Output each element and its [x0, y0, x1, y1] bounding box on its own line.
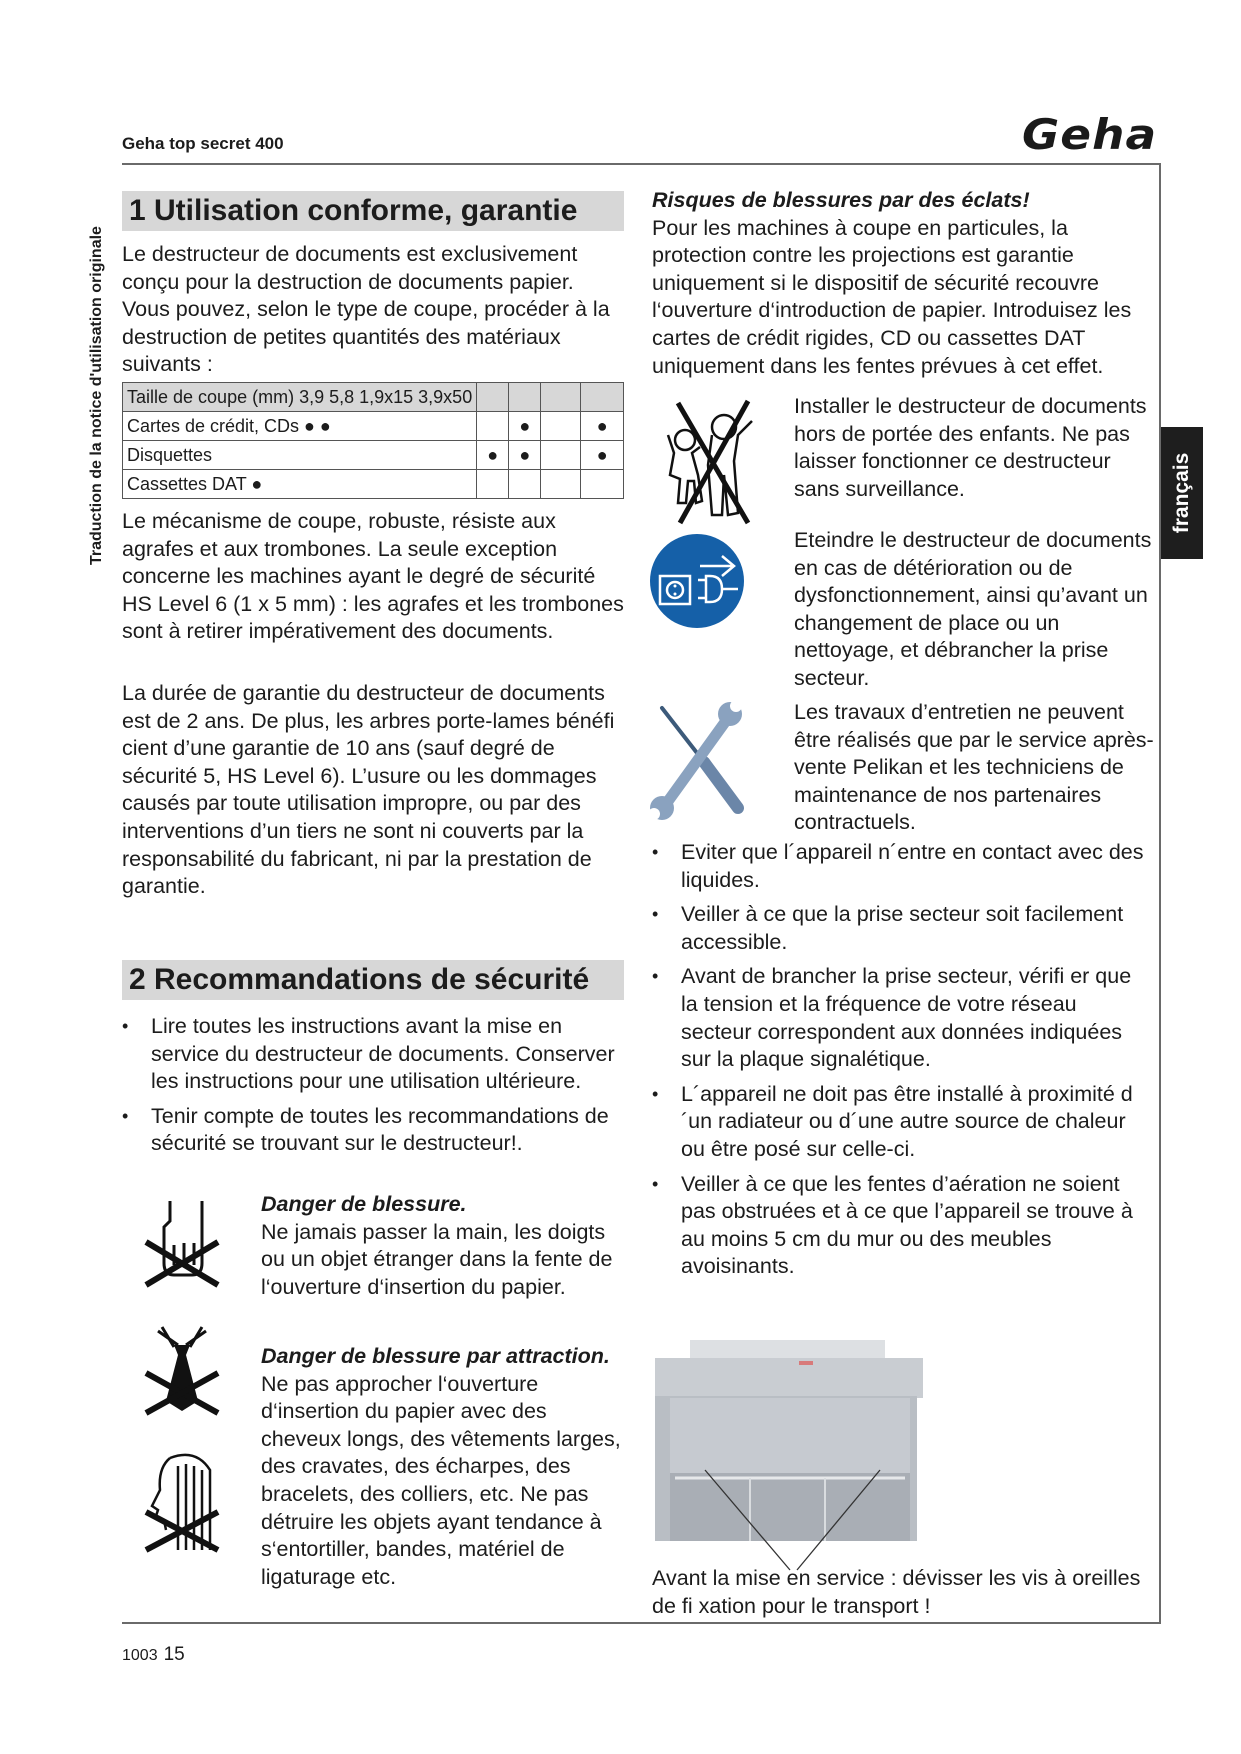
table-row	[123, 470, 624, 499]
tools-icon	[648, 700, 748, 820]
table-cell	[541, 441, 581, 470]
list-item: • L´appareil ne doit pas être installé à proximité d´un radiateur ou d´une autre source de chaleur ou être posé sur celle-ci.	[652, 1081, 1152, 1164]
page-number: 15	[163, 1644, 185, 1665]
table-cell	[477, 470, 509, 499]
table-cell: ●	[581, 412, 624, 441]
section-1-heading: 1 Utilisation conforme, garantie	[122, 191, 624, 231]
document-title: Geha top secret 400	[122, 134, 284, 153]
table-cell: ●	[581, 441, 624, 470]
warning-injury	[261, 1191, 631, 1301]
notice-maintenance: Les travaux d’entretien ne peuvent être réalisés que par le service après-vente Pelikan et les techniciens de maintenance de nos partenaires contractuels.	[794, 700, 1154, 835]
table-row	[123, 441, 624, 470]
list-item: • Tenir compte de toutes les recommandations de sécurité se trouvant sur le destructeur!.	[122, 1103, 627, 1158]
right-bullets	[652, 839, 1152, 1288]
risk-text: Pour les machines à coupe en particules, la protection contre les projections est garantie uniquement si le dispositif de sécurité recouvre l‘ouverture d‘introduction de papier. Introduisez les cartes de crédit rigides, CD ou cassettes DAT uniquement dans les fentes prévues à cet effet.	[652, 215, 1132, 378]
table-cell	[541, 470, 581, 499]
no-tie-icon	[140, 1325, 224, 1417]
list-item: • Veiller à ce que les fentes d’aération ne soient pas obstruées et à ce que l’appareil se trouve à au moins 5 cm du mur ou des meubles avoisinants.	[652, 1171, 1152, 1281]
warning-title: Danger de blessure.	[261, 1192, 467, 1216]
footer-rule	[122, 1622, 1161, 1624]
table-header-row	[123, 383, 624, 412]
table-cell	[477, 412, 509, 441]
table-cell	[581, 470, 624, 499]
document-code: 1003	[122, 1647, 158, 1664]
no-hands-icon	[140, 1197, 224, 1289]
right-border-rule	[1159, 163, 1161, 1624]
table-header-cell	[477, 383, 509, 412]
table-header-cell	[509, 383, 541, 412]
table-cell	[541, 412, 581, 441]
language-tab-label: français	[1170, 452, 1193, 534]
table-cell: ●	[477, 441, 509, 470]
table-row	[123, 412, 624, 441]
section-2-heading: 2 Recommandations de sécurité	[122, 960, 624, 1000]
page-footer	[122, 1644, 185, 1666]
section-1-intro: Le destructeur de documents est exclusivement conçu pour la destruction de documents papier. Vous pouvez, selon le type de coupe, procéder à la destruction de petites quantités des matériaux suivants :	[122, 242, 610, 377]
no-children-icon	[652, 395, 757, 525]
warning-text: Ne pas approcher l‘ouverture d‘insertion du papier avec des cheveux longs, des vêtements larges, des cravates, des écharpes, des bracelets, des colliers, etc. Ne pas détruire les objets ayant tendance à s‘entortiller, bandes, matériel de ligaturage etc.	[261, 1371, 621, 1589]
table-header-cell	[581, 383, 624, 412]
table-cell: ●	[509, 441, 541, 470]
table-cell-label: Cassettes DAT ●	[123, 470, 477, 499]
splinter-risk-block	[652, 187, 1157, 380]
unplug-icon	[648, 532, 746, 630]
warning-title: Danger de blessure par attraction.	[261, 1344, 610, 1368]
warning-entanglement	[261, 1343, 626, 1591]
no-long-hair-icon	[140, 1450, 224, 1556]
header-rule	[122, 163, 1160, 165]
list-item: • Eviter que l´appareil n´entre en contact avec des liquides.	[652, 839, 1152, 894]
list-item: • Avant de brancher la prise secteur, vérifi er que la tension et la fréquence de votre réseau secteur correspondent aux données indiquées sur la plaque signalétique.	[652, 963, 1152, 1073]
side-label: Traduction de la notice d'utilisation originale	[88, 226, 105, 565]
table-header-cell	[541, 383, 581, 412]
notice-children: Installer le destructeur de documents hors de portée des enfants. Ne pas laisser fonctionner ce destructeur sans surveillance.	[794, 394, 1147, 501]
table-cell-label: Cartes de crédit, CDs ● ●	[123, 412, 477, 441]
warning-text: Ne jamais passer la main, les doigts ou un objet étranger dans la fente de l‘ouverture d‘insertion du papier.	[261, 1219, 613, 1299]
language-tab	[1161, 427, 1203, 559]
section-1-para-2: Le mécanisme de coupe, robuste, résiste aux agrafes et aux trombones. La seule exception concerne les machines ayant le degré de sécurité HS Level 6 (1 x 5 mm) : les agrafes et les trombones sont à retirer impérativement des documents.	[122, 509, 624, 644]
table-cell	[509, 470, 541, 499]
cut-size-table	[122, 382, 624, 499]
notice-unplug: Eteindre le destructeur de documents en cas de détérioration ou de dysfonctionnement, ainsi qu’avant un changement de place ou un nettoyage, et débrancher la prise secteur.	[794, 528, 1152, 690]
list-item: • Veiller à ce que la prise secteur soit facilement accessible.	[652, 901, 1152, 956]
list-item: • Lire toutes les instructions avant la mise en service du destructeur de documents. Conserver les instructions pour une utilisation ultérieure.	[122, 1013, 627, 1096]
table-cell-label: Disquettes	[123, 441, 477, 470]
brand-logo: Geha	[1022, 110, 1158, 159]
risk-title: Risques de blessures par des éclats!	[652, 188, 1030, 212]
section-2-bullets	[122, 1013, 627, 1165]
table-cell: ●	[509, 412, 541, 441]
shredder-photo	[655, 1338, 935, 1578]
photo-caption: Avant la mise en service : dévisser les vis à oreilles de fi xation pour le transport !	[652, 1566, 1141, 1618]
section-1-para-3: La durée de garantie du destructeur de documents est de 2 ans. De plus, les arbres porte-lames bénéfi cient d’une garantie de 10 ans (sauf degré de sécurité 5, HS Level 6). L’usure ou les dommages causés par toute utilisation impropre, ou par des interventions d’un tiers ne sont ni couverts par la responsabilité du fabricant, ni par la prestation de garantie.	[122, 681, 615, 899]
table-header-cell: Taille de coupe (mm) 3,9 5,8 1,9x15 3,9x50	[123, 383, 477, 412]
